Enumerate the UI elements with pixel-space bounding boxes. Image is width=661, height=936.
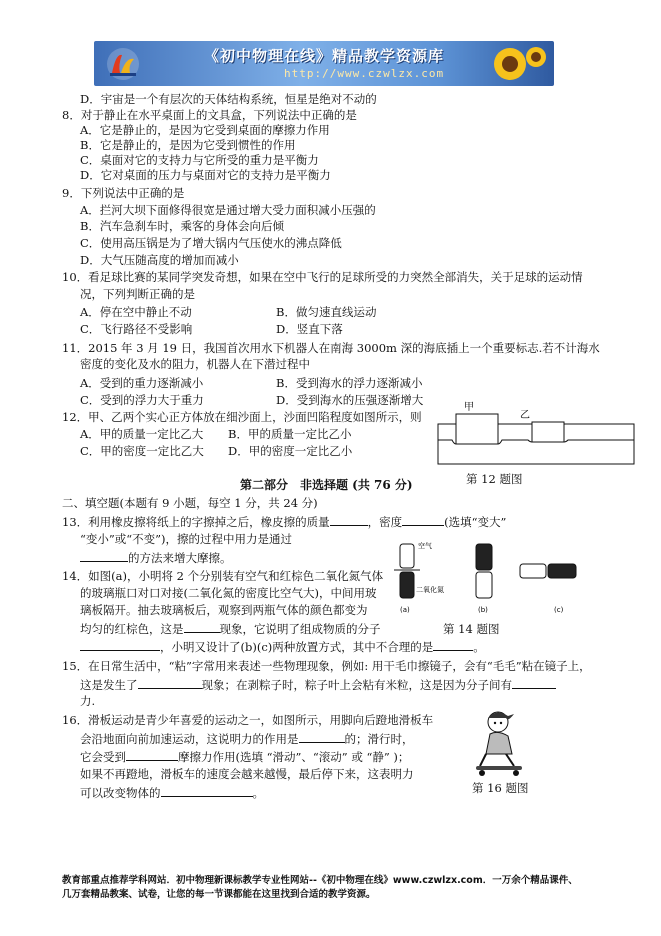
q8-option-b: B．它是静止的，是因为它受到惯性的作用 [80,138,296,152]
q7-option-d: D．宇宙是一个有层次的天体结构系统，恒星是绝对不动的 [80,92,377,106]
q11-option-a: A．受到的重力逐渐减小 [80,376,204,390]
q13-blank-method[interactable] [80,550,128,562]
q16-line-5 [80,785,264,800]
fig12-label-jia: 甲 [464,402,474,413]
q14-blank-unreasonable[interactable] [433,639,473,651]
q14-line-3: 璃板隔开。抽去玻璃板后，观察到两瓶气体的颜色都变为 [80,603,368,617]
fig14-diagram [392,538,592,618]
fig12-diagram [436,400,636,470]
q9-option-d: D．大气压随高度的增加而减小 [80,253,239,267]
q16-line-1: 16．滑板运动是青少年喜爱的运动之一，如图所示，用脚向后蹬地滑板车 [62,713,434,727]
fig12-label-yi: 乙 [520,410,530,421]
q9-option-b: B．汽车急刹车时，乘客的身体会向后倾 [80,219,284,233]
q11-option-c: C．受到的浮力大于重力 [80,393,204,407]
q16-text-e: 可以改变物体的 [80,786,161,800]
q16-text-c: 它会受到 [80,750,126,764]
q9-option-c: C．使用高压锅是为了增大锅内气压使水的沸点降低 [80,236,342,250]
q16-blank-state[interactable] [161,785,253,797]
q13-text-a: 13．利用橡皮擦将纸上的字擦掉之后，橡皮擦的质量 [62,515,330,529]
fig14-label-b: (b) [478,606,488,614]
q14-line-5 [80,639,485,654]
q16-blank-friction[interactable] [126,749,178,761]
header-banner [94,41,554,86]
q9-stem: 9．下列说法中正确的是 [62,186,185,200]
section-fill-in-heading: 二、填空题(本题有 9 小题，每空 1 分，共 24 分) [62,496,318,510]
q15-blank-phenomenon[interactable] [138,677,202,689]
q10-option-a: A．停在空中静止不动 [80,305,192,319]
q14-blank-molecule[interactable] [80,639,160,651]
q8-stem: 8．对于静止在水平桌面上的文具盒，下列说法中正确的是 [62,108,357,122]
q12-option-c: C．甲的密度一定比乙大 [80,444,204,458]
footer-line-1: 教育部重点推荐学科网站．初中物理新课标教学专业性网站--《初中物理在线》www.czwlzx.com．一万余个精品课件、 [62,875,578,886]
fig14-label-c: (c) [554,606,564,614]
q10-option-b: B．做匀速直线运动 [276,305,377,319]
q16-line-4: 如果不再蹬地，滑板车的速度会越来越慢，最后停下来，这表明力 [80,767,414,781]
q10-option-d: D．竖直下落 [276,322,343,336]
q10-stem-1: 10．看足球比赛的某同学突发奇想，如果在空中飞行的足球所受的力突然全部消失，关于足球的运动情 [62,270,583,284]
q14-blank-phenomenon[interactable] [184,621,220,633]
fig14-bottle-b [476,544,492,614]
q8-option-d: D．它对桌面的压力与桌面对它的支持力是平衡力 [80,168,331,182]
fig14-bottle-a [394,541,444,614]
fig14-label-a: (a) [400,606,410,614]
q15-line-2 [80,677,556,692]
fig14-caption: 第 14 题图 [443,622,500,636]
q16-text-a: 会沿地面向前加速运动，这说明力的作用是 [80,732,299,746]
q14-line-2: 的玻璃瓶口对口对接(二氧化氮的密度比空气大)，中间用玻 [80,586,377,600]
q11-stem-2: 密度的变化及水的阻力，机器人在下潜过程中 [80,357,310,371]
q15-text-b: 现象；在剥粽子时，粽子叶上会粘有米粒，这是因为分子间有 [201,678,512,692]
q16-text-b: 的；滑行时， [344,732,414,746]
svg-text:空气: 空气 [418,542,432,550]
q13-blank-density[interactable] [402,514,444,526]
q10-option-c: C．飞行路径不受影响 [80,322,193,336]
q15-line-1: 15．在日常生活中，“粘”字常用来表述一些物理现象，例如: 用干毛巾擦镜子，会有“毛毛”粘在镜子上， [62,659,591,673]
sunflower-icon [488,45,548,83]
fig12-caption: 第 12 题图 [466,472,523,486]
q8-option-a: A．它是静止的，是因为它受到桌面的摩擦力作用 [80,123,330,137]
footer-line-2: 几万套精品教案、试卷，让您的每一节课都能在这里找到合适的教学资源。 [62,889,376,900]
q9-option-a: A．拦河大坝下面修得很宽是通过增大受力面积减小压强的 [80,203,376,217]
q13-line-3 [80,550,232,565]
q16-text-f: 。 [252,786,264,800]
q15-blank-force[interactable] [512,677,556,689]
q11-stem-1: 11．2015 年 3 月 19 日，我国首次用水下机器人在南海 3000m 深的海底插上一个重要标志.若不计海水 [62,341,600,355]
q14-text-a: 均匀的红棕色，这是 [80,622,184,636]
q14-text-c: ，小明又设计了(b)(c)两种放置方式，其中不合理的是 [160,640,434,654]
q12-option-a: A．甲的质量一定比乙大 [80,427,204,441]
q12-option-d: D．甲的密度一定比乙小 [228,444,353,458]
q13-text-c: (选填“变大” [444,515,507,529]
svg-text:二氧化氮: 二氧化氮 [416,586,444,594]
q13-line-1 [62,514,506,529]
q11-option-d: D．受到海水的压强逐渐增大 [276,393,424,407]
q16-line-3 [80,749,409,764]
q8-option-c: C．桌面对它的支持力与它所受的重力是平衡力 [80,153,319,167]
q16-line-2 [80,731,414,746]
q13-text-b: ，密度 [367,515,403,529]
fig14-bottle-c [520,564,576,614]
fig16-skateboard-illustration [468,708,532,778]
q16-blank-mutual[interactable] [299,731,345,743]
q14-line-4 [80,621,381,636]
q13-line-2: “变小”或“不变”)，擦的过程中用力是通过 [80,532,293,546]
q10-stem-2: 况，下列判断正确的是 [80,287,195,301]
q14-text-d: 。 [473,640,485,654]
q16-text-d: 摩擦力作用(选填 “滑动”、“滚动” 或 “静” )； [178,750,410,764]
q13-text-d: 的方法来增大摩擦。 [128,551,232,565]
banner-url: http://www.czwlzx.com [284,67,445,80]
q14-text-b: 现象，它说明了组成物质的分子 [219,622,381,636]
q12-option-b: B．甲的质量一定比乙小 [228,427,352,441]
q15-text-a: 这是发生了 [80,678,138,692]
q15-line-3: 力. [80,694,96,708]
q13-blank-mass[interactable] [330,514,368,526]
banner-title: 《初中物理在线》精品教学资源库 [204,47,445,65]
q14-line-1: 14．如图(a)，小明将 2 个分别装有空气和红棕色二氧化氮气体 [62,569,384,583]
part-two-heading: 第二部分 非选择题 (共 76 分) [240,478,413,492]
site-logo-icon [106,47,140,81]
q11-option-b: B．受到海水的浮力逐渐减小 [276,376,423,390]
q12-stem: 12．甲、乙两个实心正方体放在细沙面上，沙面凹陷程度如图所示，则 [62,410,422,424]
fig16-caption: 第 16 题图 [472,781,529,795]
